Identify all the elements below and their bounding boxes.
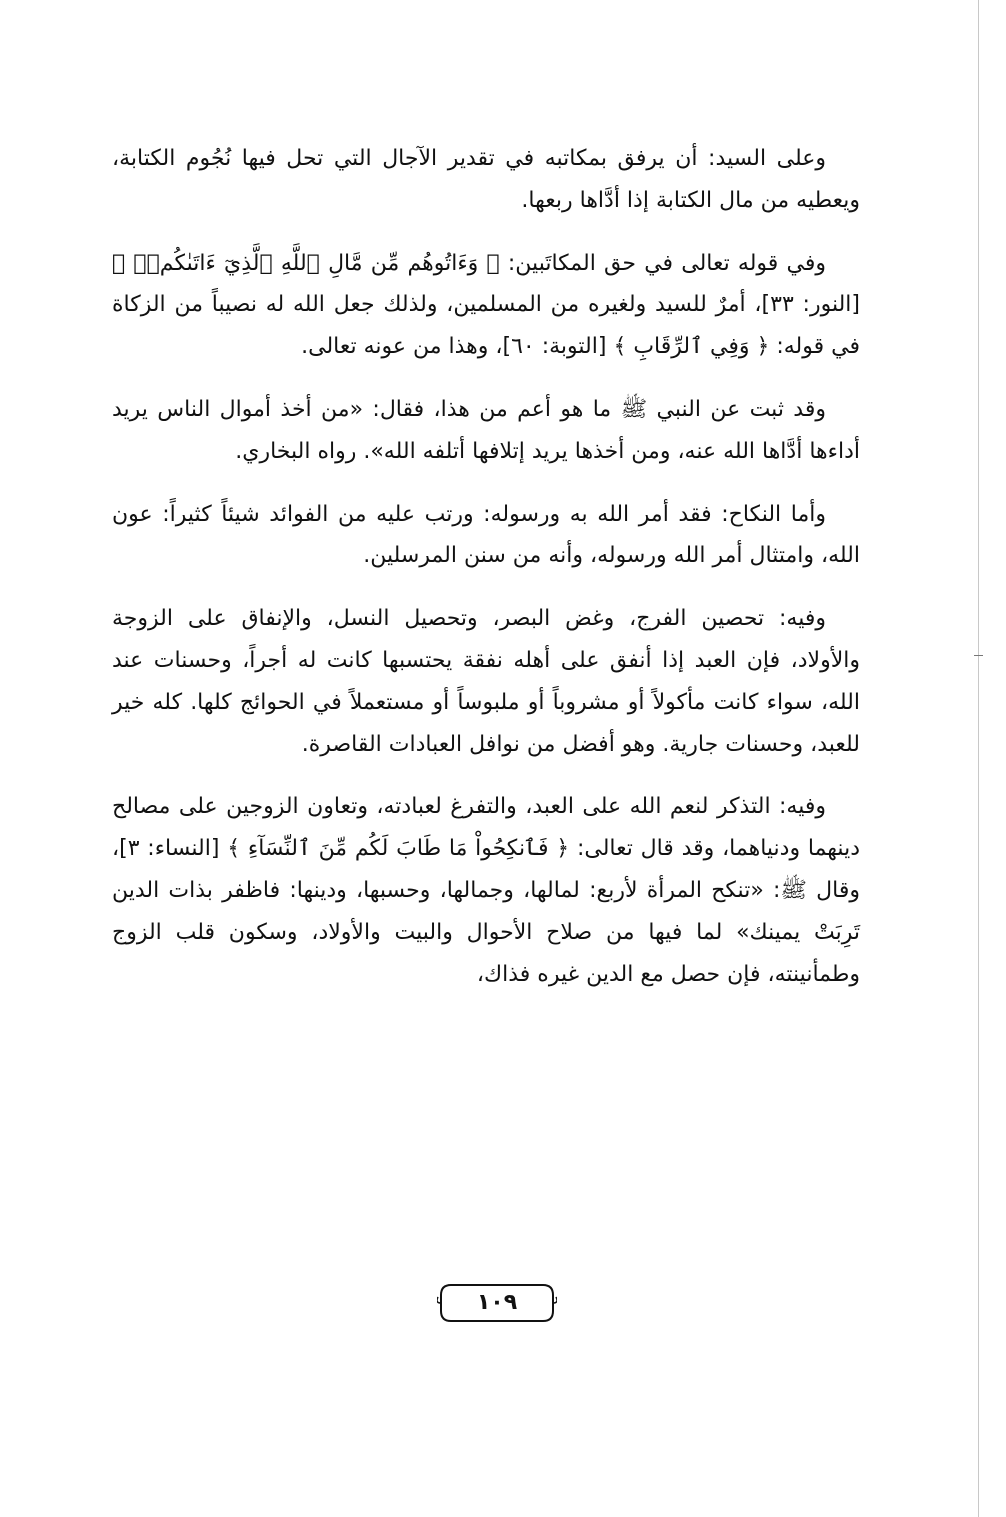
body-text [112,138,860,1016]
paragraph-marriage-intro: وأما النكاح: فقد أمر الله به ورسوله: ورتب عليه من الفوائد شيئاً كثيراً: عون الله، وامتثال أمر الله ورسوله، وأنه من سنن المرسلين. [112,501,860,569]
page-edge-tick [974,655,983,656]
page-number-badge [437,1279,557,1327]
paragraph-quran-mukatab: وفي قوله تعالى في حق المكاتَبين: ﴿ وَءَاتُوهُم مِّن مَّالِ ٱللَّهِ ٱلَّذِيٓ ءَاتَىٰكُمۡۚ ﴾ [النور: ٣٣]، أمرٌ للسيد ولغيره من المسلمين، ولذلك جعل الله له نصيباً من الزكاة في قوله: ﴿ وَفِي ٱلرِّقَابِ ﴾ [التوبة: ٦٠]، وهذا من عونه تعالى. [112,250,860,360]
paragraph-master-duty: وعلى السيد: أن يرفق بمكاتبه في تقدير الآجال التي تحل فيها نُجُوم الكتابة، ويعطيه من مال الكتابة إذا أدَّاها ربعها. [112,146,860,213]
paragraph-marriage-religion: وفيه: التذكر لنعم الله على العبد، والتفرغ لعبادته، وتعاون الزوجين على مصالح دينهما ودنياهما، وقد قال تعالى: ﴿ فَٱنكِحُواْ مَا طَابَ لَكُم مِّنَ ٱلنِّسَآءِ ﴾ [النساء: ٣]، وقال ﷺ: «تنكح المرأة لأربع: لمالها، وجمالها، وحسبها، ودينها: فاظفر بذات الدين تَرِبَتْ يمينك» لما فيها من صلاح الأحوال والبيت والأولاد، وسكون قلب الزوج وطمأنينته، فإن حصل مع الدين غيره فذاك، [112,794,860,987]
page-number: ١٠٩ [476,1290,518,1315]
page-edge-line [978,0,979,1517]
paragraph-hadith-debts: وقد ثبت عن النبي ﷺ ما هو أعم من هذا، فقال: «من أخذ أموال الناس يريد أداءها أدَّاها الله عنه، ومن أخذها يريد إتلافها أتلفه الله». رواه البخاري. [112,396,860,464]
paragraph-marriage-benefits: وفيه: تحصين الفرج، وغض البصر، وتحصيل النسل، والإنفاق على الزوجة والأولاد، فإن العبد إذا أنفق على أهله نفقة يحتسبها كانت له أجراً، وحسنات عند الله، سواء كانت مأكولاً أو مشروباً أو ملبوساً أو مستعملاً في الحوائج كلها. كله خير للعبد، وحسنات جارية. وهو أفضل من نوافل العبادات القاصرة. [112,606,860,757]
